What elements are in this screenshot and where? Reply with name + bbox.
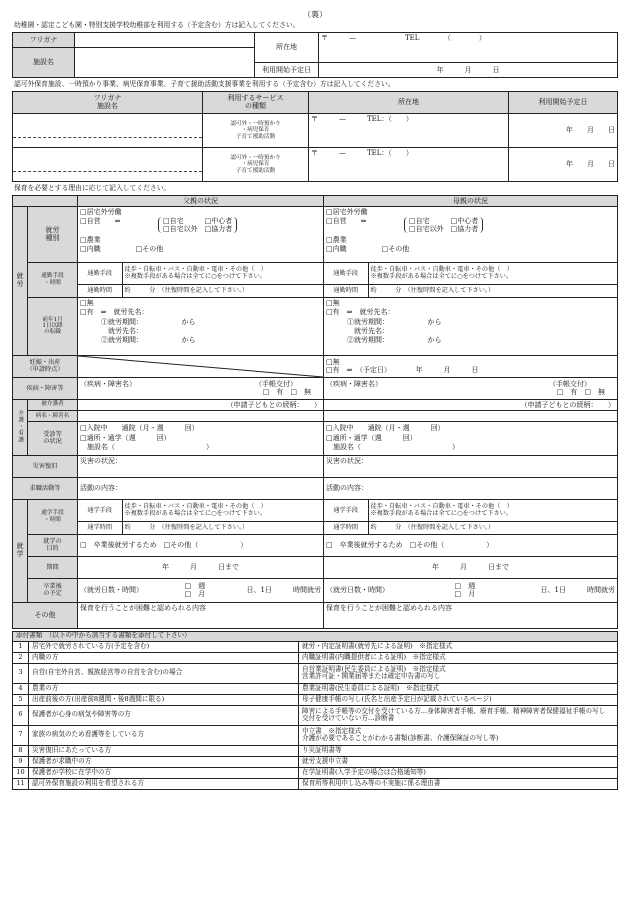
mother-relation[interactable]: （申請子どもとの続柄： ） xyxy=(324,399,618,410)
school-time-text: 約 分 （往復時間を記入して下さい。） xyxy=(368,521,617,533)
mother-prev-job[interactable]: □無 □有 ⇒ 就労先名： ①就労期間： から 就労先名： ②就労期間： から xyxy=(324,297,618,355)
mother-study-purpose[interactable]: □ 卒業後就労するため □その他（ ） xyxy=(324,534,618,556)
attachment-docs: 保育所等利用申し込み等の不実施に係る理由書 xyxy=(299,778,618,789)
father-period[interactable]: 年 月 日まで xyxy=(78,556,324,578)
work-group-label: 就労 xyxy=(13,206,28,355)
page-title: （裏） xyxy=(303,10,327,19)
service-options[interactable]: 認可外・一時預かり ・病児保育 子育て援助活動 xyxy=(203,113,309,147)
other-label: その他 xyxy=(13,602,78,628)
school-means-label: 通学手段 xyxy=(78,500,122,522)
attachment-row xyxy=(13,663,618,683)
attachment-reason: 居宅外で就労されている方(予定を含む) xyxy=(29,641,299,652)
father-pregnancy-na xyxy=(78,355,324,377)
mother-disaster[interactable]: 災害の状況： xyxy=(324,455,618,477)
sec1-instruction: 幼稚園・認定こども園・特別支援学校幼稚部を利用する（予定含む）方は記入してください。 xyxy=(14,21,300,30)
attachment-row xyxy=(13,652,618,663)
attachment-row xyxy=(13,778,618,789)
attachment-docs: 在学証明書(入学予定の場合は合格通知等) xyxy=(299,767,618,778)
start-date-field[interactable]: 年 月 日 xyxy=(509,113,618,147)
mother-work-type[interactable] xyxy=(324,206,618,262)
attachment-row xyxy=(13,641,618,652)
after-grad-label: 卒業後 の予定 xyxy=(28,578,78,602)
after-grad-unit: □ 週 □ 月 xyxy=(454,582,476,599)
commute-means-text: 徒歩・自転車・バス・自動車・電車・その他（ ） ※複数手段がある場合は全てに○をつけて下さい。 xyxy=(122,263,323,285)
father-commute[interactable] xyxy=(78,262,324,297)
kindergarten-table xyxy=(12,32,618,78)
illness-cert-label: （手帳交付） xyxy=(549,380,591,389)
mother-school-commute[interactable] xyxy=(324,499,618,534)
school-time-label: 通学時間 xyxy=(78,521,122,533)
attachment-docs: り災証明書等 xyxy=(299,745,618,756)
care-group-label: 介護・看護 xyxy=(13,399,28,455)
commute-means-label: 通勤手段 xyxy=(78,263,122,285)
start-date-field[interactable]: 年 月 日 xyxy=(509,147,618,181)
attachment-row xyxy=(13,767,618,778)
sec2-instruction: 認可外保育施設、一時預かり事業、病児保育事業、子育て援助活動支援事業を利用する（予定含む）方は記入してください。 xyxy=(14,80,395,88)
after-grad-unit: □ 週 □ 月 xyxy=(184,582,206,599)
furigana-field[interactable] xyxy=(75,33,255,48)
illness-label: 疾病・障害等 xyxy=(13,377,78,399)
commute-means-text: 徒歩・自転車・バス・自動車・電車・その他（ ） ※複数手段がある場合は全てに○をつけて下さい。 xyxy=(368,263,617,285)
mother-disease-field[interactable] xyxy=(324,410,618,421)
start-date-header: 利用開始予定日 xyxy=(509,91,618,113)
school-means-text: 徒歩・自転車・バス・自動車・電車・その他（ ） ※複数手段がある場合は全てに○をつけて下さい。 xyxy=(122,500,323,522)
reason-table xyxy=(12,195,618,629)
father-receiving[interactable]: □入院中 通院（月・週 回） □通所・通学（週 回） 施設名（ ） xyxy=(78,421,324,455)
mother-period[interactable]: 年 月 日まで xyxy=(324,556,618,578)
attachment-row xyxy=(13,756,618,767)
school-time-text: 約 分 （往復時間を記入して下さい。） xyxy=(122,521,323,533)
attachment-docs: 障害による手帳等の交付を受けている方…身体障害者手帳、療育手帳、精神障害者保健福祉手帳の写し 交付を受けていない方…診断書 xyxy=(299,705,618,725)
father-jobseek[interactable]: 活動の内容： xyxy=(78,477,324,499)
service-row xyxy=(13,113,618,147)
father-disease-field[interactable] xyxy=(78,410,324,421)
attachment-no: 11 xyxy=(13,778,29,789)
attachment-reason: 認可外保育施設の利用を希望される方 xyxy=(29,778,299,789)
mother-other[interactable]: 保育を行うことが困難と認められる内容 xyxy=(324,602,618,628)
attachment-reason: 内職の方 xyxy=(29,652,299,663)
attachment-row xyxy=(13,745,618,756)
furigana-label: フリガナ xyxy=(13,33,75,48)
disaster-label: 災害復旧 xyxy=(13,455,78,477)
disease-name-label: 病名・障害名 xyxy=(28,410,78,421)
attachment-docs: 就労・内定証明書(就労先による証明) ※指定様式 xyxy=(299,641,618,652)
attachment-docs: 自営業証明書(民生委員による証明) ※指定様式 営業許可証・開業届等または確定申告書の写し xyxy=(299,663,618,683)
facility-field[interactable] xyxy=(13,113,203,147)
attachment-reason: 自営(自宅外自営、親族経営等の自営を含む)の場合 xyxy=(29,663,299,683)
address-field[interactable]: 〒 — TEL：（ ） xyxy=(309,113,509,147)
father-other[interactable]: 保育を行うことが困難と認められる内容 xyxy=(78,602,324,628)
attachments-table xyxy=(12,631,618,790)
school-group-label: 就学 xyxy=(13,499,28,602)
mother-jobseek[interactable]: 活動の内容： xyxy=(324,477,618,499)
postal-tel: 〒 — xyxy=(321,34,356,42)
period-label: 期間 xyxy=(28,556,78,578)
attachment-no: 3 xyxy=(13,663,29,683)
facility-name-label: 施設名 xyxy=(13,48,75,78)
self-employed-options: □自宅 □中心者 □自宅以外 □協力者 xyxy=(158,217,237,233)
attachment-row xyxy=(13,705,618,725)
work-options: □居宅外労働 □自営 ⇒ □農業 □内職 □その他 xyxy=(80,207,164,254)
mother-illness[interactable] xyxy=(324,377,618,399)
attachment-no: 9 xyxy=(13,756,29,767)
mother-header: 母親の状況 xyxy=(324,195,618,206)
father-work-type[interactable] xyxy=(78,206,324,262)
pregnancy-label: 妊娠・出産 （申請時点） xyxy=(13,355,78,377)
school-time-label: 通学時間 xyxy=(324,521,368,533)
receiving-label: 受診等 の状況 xyxy=(28,421,78,455)
attachment-reason: 家族の病気のため看護等をしている方 xyxy=(29,725,299,745)
attachment-docs: 就労支援申立書 xyxy=(299,756,618,767)
address-label: 所在地 xyxy=(255,33,319,63)
facility-field[interactable] xyxy=(13,147,203,181)
father-illness[interactable] xyxy=(78,377,324,399)
commute-time-label: 通勤時間 xyxy=(78,284,122,296)
school-means-text: 徒歩・自転車・バス・自動車・電車・その他（ ） ※複数手段がある場合は全てに○をつけて下さい。 xyxy=(368,500,617,522)
father-study-purpose[interactable]: □ 卒業後就労するため □その他（ ） xyxy=(78,534,324,556)
after-grad-days: （就労日数・時間） xyxy=(326,586,389,595)
attachment-row xyxy=(13,725,618,745)
mother-receiving[interactable]: □入院中 通院（月・週 回） □通所・通学（週 回） 施設名（ ） xyxy=(324,421,618,455)
furigana-facility-header: フリガナ 施設名 xyxy=(13,91,203,113)
after-grad-hours: 日、1日 時間就労 xyxy=(540,586,615,595)
tel-label: TEL （ ） xyxy=(405,34,486,42)
study-purpose-label: 就学の 目的 xyxy=(28,534,78,556)
attachment-no: 1 xyxy=(13,641,29,652)
start-date-label: 利用開始予定日 xyxy=(255,63,319,78)
attachment-no: 4 xyxy=(13,683,29,694)
attachment-docs: 申立書 ※指定様式 介護が必要であることがわかる書類(診断書、介護保険証の写し等) xyxy=(299,725,618,745)
father-relation[interactable]: （申請子どもとの続柄： ） xyxy=(78,399,324,410)
unlicensed-care-table xyxy=(12,91,618,182)
attachment-docs: 母子健康手帳の写し(氏名と出産予定日が記載されているページ) xyxy=(299,694,618,705)
mother-after-grad[interactable] xyxy=(324,578,618,602)
attachment-reason: 保護者が心身の病気や障害等の方 xyxy=(29,705,299,725)
work-options: □居宅外労働 □自営 ⇒ □農業 □内職 □その他 xyxy=(326,207,410,254)
prev-job-label: 前年1月 1日以降 の転職 xyxy=(28,297,78,355)
attachment-reason: 保護者が学校に在学中の方 xyxy=(29,767,299,778)
illness-name-label: （疾病・障害名） xyxy=(326,380,382,389)
father-disaster[interactable]: 災害の状況： xyxy=(78,455,324,477)
father-prev-job[interactable]: □無 □有 ⇒ 就労先名： ①就労期間： から 就労先名： ②就労期間： から xyxy=(78,297,324,355)
address-field[interactable]: 〒 — TEL：（ ） xyxy=(309,147,509,181)
attachment-no: 8 xyxy=(13,745,29,756)
cared-person-label: 被介護者 xyxy=(28,399,78,410)
self-employed-options: □自宅 □中心者 □自宅以外 □協力者 xyxy=(404,217,483,233)
address-header: 所在地 xyxy=(309,91,509,113)
attachment-reason: 出産前後の方(出産前8週間・後8週間に限る) xyxy=(29,694,299,705)
attachment-reason: 保護者が求職中の方 xyxy=(29,756,299,767)
attachment-docs: 農業証明書(民生委員による証明) ※指定様式 xyxy=(299,683,618,694)
facility-name-field[interactable] xyxy=(75,48,255,78)
father-after-grad[interactable] xyxy=(78,578,324,602)
illness-cert-label: （手帳交付） xyxy=(255,380,297,389)
service-options[interactable]: 認可外・一時預かり ・病児保育 子育て援助活動 xyxy=(203,147,309,181)
attachment-no: 10 xyxy=(13,767,29,778)
father-header: 父親の状況 xyxy=(78,195,324,206)
attachment-row xyxy=(13,694,618,705)
attachments-header: 添付書類 （以下の中から該当する書類を添付して下さい） xyxy=(13,631,618,641)
attachment-no: 6 xyxy=(13,705,29,725)
mother-commute[interactable] xyxy=(324,262,618,297)
jobseek-label: 求職活動等 xyxy=(13,477,78,499)
attachment-row xyxy=(13,683,618,694)
sec3-instruction: 保育を必要とする理由に応じて記入してください。 xyxy=(14,183,171,192)
school-commute-label: 通学手段 ・時間 xyxy=(28,499,78,534)
start-date-field[interactable]: 年 月 日 xyxy=(319,63,618,78)
after-grad-hours: 日、1日 時間就労 xyxy=(246,586,321,595)
service-kind-header: 利用するサービス の種類 xyxy=(203,91,309,113)
attachment-reason: 災害復旧にあたっている方 xyxy=(29,745,299,756)
attachment-no: 5 xyxy=(13,694,29,705)
attachment-docs: 内職証明書(内職提供者による証明) ※指定様式 xyxy=(299,652,618,663)
after-grad-days: （就労日数・時間） xyxy=(80,586,143,595)
school-means-label: 通学手段 xyxy=(324,500,368,522)
service-row xyxy=(13,147,618,181)
commute-time-text: 約 分 （往復時間を記入して下さい。） xyxy=(122,284,323,296)
illness-yesno: □ 有 □ 無 xyxy=(556,388,605,397)
work-type-label: 就労 種別 xyxy=(28,206,78,262)
mother-pregnancy[interactable]: □無 □有 ⇒ （予定日） 年 月 日 xyxy=(324,355,618,377)
commute-time-label: 通勤時間 xyxy=(324,284,368,296)
father-school-commute[interactable] xyxy=(78,499,324,534)
commute-time-text: 約 分 （往復時間を記入して下さい。） xyxy=(368,284,617,296)
illness-yesno: □ 有 □ 無 xyxy=(262,388,311,397)
address-field[interactable] xyxy=(319,33,618,63)
commute-means-label: 通勤手段 xyxy=(324,263,368,285)
attachment-no: 2 xyxy=(13,652,29,663)
attachment-no: 7 xyxy=(13,725,29,745)
illness-name-label: （疾病・障害名） xyxy=(80,380,136,389)
attachment-reason: 農業の方 xyxy=(29,683,299,694)
commute-label: 通勤手段 ・時間 xyxy=(28,262,78,297)
